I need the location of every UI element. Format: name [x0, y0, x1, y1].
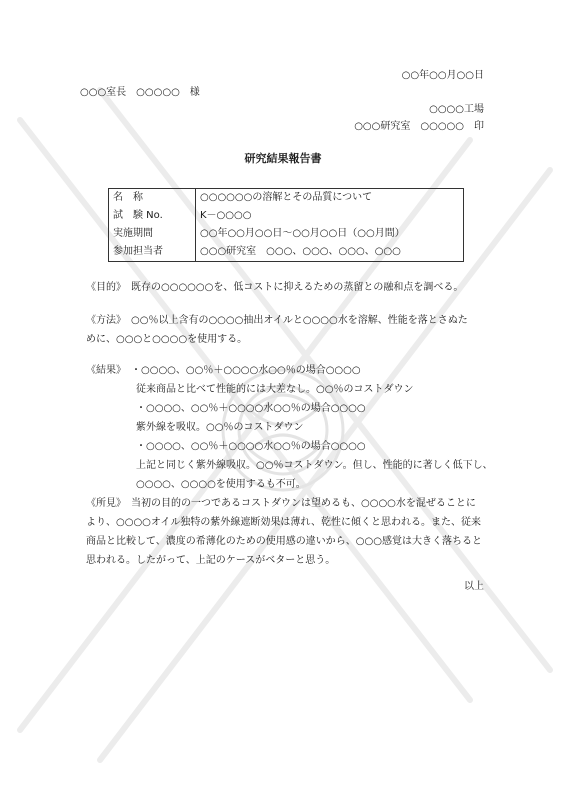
opinion-line: より、○○○○オイル独特の紫外線遮断効果は薄れ、乾性に傾くと思われる。また、従来 — [86, 517, 482, 528]
report-date: ○○年○○月○○日 — [401, 70, 484, 81]
opinion-section — [86, 494, 486, 570]
info-value: ○○年○○月○○日～○○月○○日（○○月間） — [196, 225, 464, 243]
info-label: 試 験 No. — [109, 207, 196, 225]
addressee: ○○○室長 ○○○○○ 様 — [80, 87, 200, 98]
info-row — [109, 243, 464, 262]
opinion-line: 思われる。したがって、上記のケースがベターと思う。 — [86, 555, 336, 566]
opinion-line: 商品と比較して、濃度の希薄化のための使用感の違いから、○○○感覚は大きく落ちると — [86, 536, 482, 547]
result-section — [86, 361, 493, 494]
info-row — [109, 189, 464, 208]
result-line: 《結果》 ・○○○○、○○％＋○○○○水○○％の場合○○○○ — [86, 365, 361, 376]
info-label: 参加担当者 — [109, 243, 196, 262]
sender-organization: ○○○○工場 — [429, 104, 484, 115]
purpose-section — [86, 278, 486, 297]
opinion-line: 《所見》 当初の目的の一つであるコストダウンは望めるも、○○○○水を混ぜることに — [86, 498, 476, 509]
info-table — [108, 188, 464, 262]
info-row — [109, 225, 464, 243]
sender-name-seal: ○○○研究室 ○○○○○ 印 — [354, 121, 484, 132]
info-value: ○○○研究室 ○○○、○○○、○○○、○○○ — [196, 243, 464, 262]
purpose-text: 《目的》 既存の○○○○○○を、低コストに抑えるための蒸留との融和点を調べる。 — [86, 282, 464, 293]
result-line: ○○○○、○○○○を使用するも不可。 — [86, 479, 306, 490]
method-line: めに、○○○と○○○○を使用する。 — [86, 334, 248, 345]
result-line: 紫外線を吸収。○○％のコストダウン — [86, 422, 304, 433]
info-row — [109, 207, 464, 225]
info-value: ○○○○○○の溶解とその品質について — [196, 189, 464, 208]
result-line: ・○○○○、○○％＋○○○○水○○％の場合○○○○ — [86, 441, 366, 452]
method-section — [86, 311, 486, 349]
method-line: 《方法》 ○○％以上含有の○○○○抽出オイルと○○○○水を溶解、性能を落とさぬた — [86, 315, 468, 326]
result-line: 従来商品と比べて性能的には大差なし。○○％のコストダウン — [86, 384, 414, 395]
info-label: 実施期間 — [109, 225, 196, 243]
result-line: ・○○○○、○○％＋○○○○水○○％の場合○○○○ — [86, 403, 366, 414]
info-label: 名 称 — [109, 189, 196, 208]
info-value: K－○○○○ — [196, 207, 464, 225]
closing-text: 以上 — [464, 581, 484, 592]
result-line: 上記と同じく紫外線吸収。○○％コストダウン。但し、性能的に著しく低下し、 — [86, 460, 493, 471]
document-title: 研究結果報告書 — [244, 152, 322, 165]
